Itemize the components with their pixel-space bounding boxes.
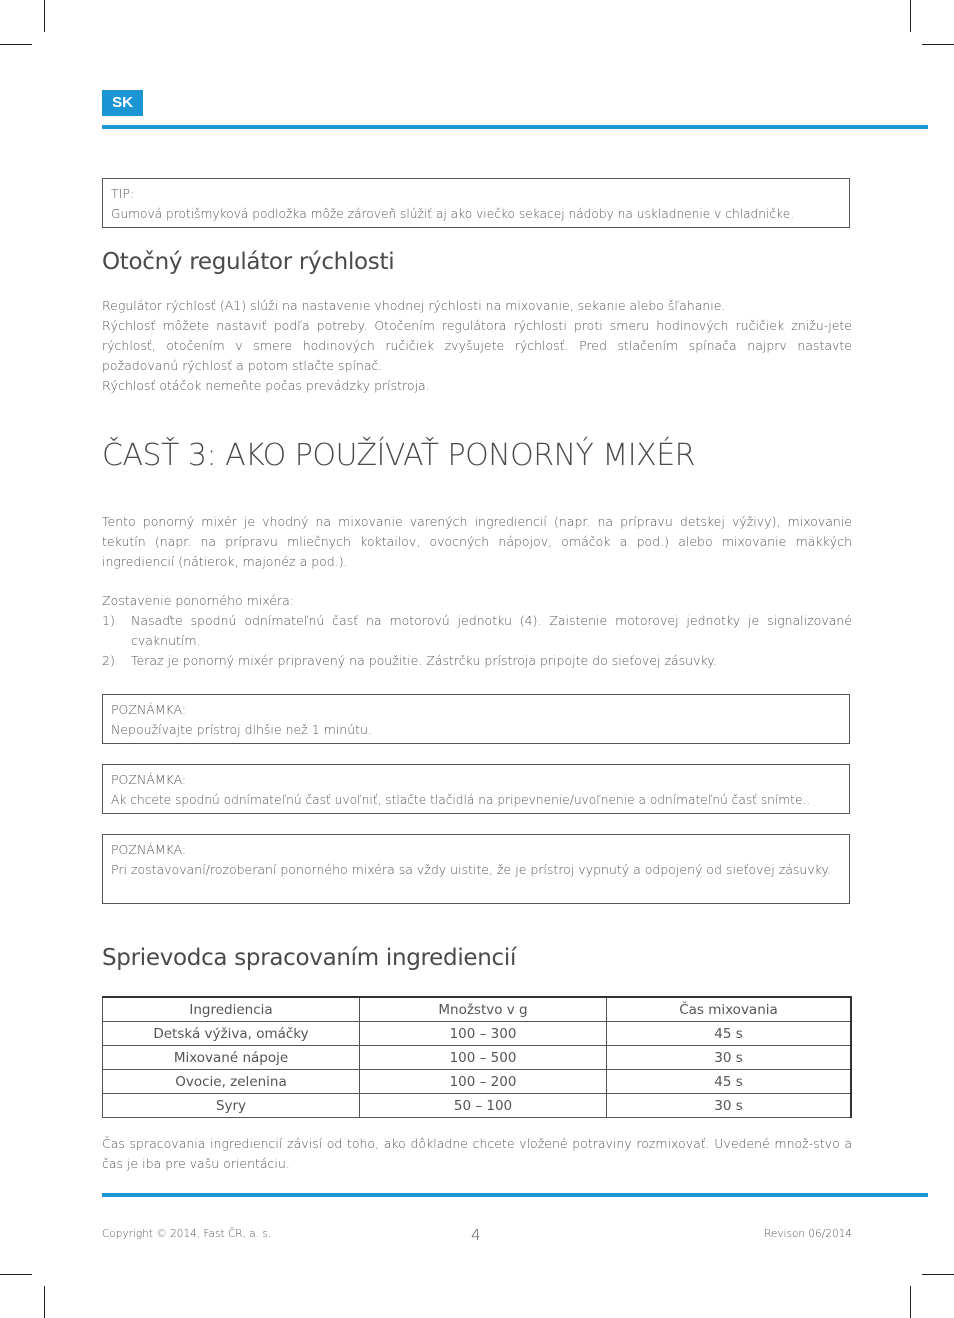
paragraph: Rýchlosť môžete nastaviť podľa potreby. Otočením regulátora rýchlosti proti smeru hodinových ručičiek znižu-jete rýchlosť, otočením v smere hodinových ručičiek zvyšujete rýchlosť. Pred stlačením spínača najprv nastavte požadovanú rýchlosť a potom stlačte spínač. — [102, 318, 852, 373]
table-cell: 30 s — [607, 1046, 852, 1070]
note-label: POZNÁMKA: — [111, 702, 187, 717]
table-cell: Syry — [103, 1094, 360, 1118]
revision-text: Revison 06/2014 — [764, 1228, 852, 1240]
tip-box — [102, 178, 850, 228]
crop-mark — [44, 0, 45, 32]
table-cell: 45 s — [607, 1070, 852, 1094]
paragraph: Rýchlosť otáčok nemeňte počas prevádzky prístroja. — [102, 378, 430, 393]
note-text: Ak chcete spodnú odnímateľnú časť uvoľniť, stlačte tlačidlá na pripevnenie/uvoľnenie a odnímateľnú časť snímte.. — [111, 793, 811, 807]
step-text: Nasaďte spodnú odnímateľnú časť na motorovú jednotku (4). Zaistenie motorovej jednotky je signalizované cvaknutím. — [131, 613, 852, 648]
tip-label: TIP: — [111, 186, 135, 201]
speed-heading: Otočný regulátor rýchlosti — [102, 249, 395, 275]
step-number: 1) — [102, 613, 115, 628]
step-text: Teraz je ponorný mixér pripravený na použitie. Zástrčku prístroja pripojte do sieťovej zásuvky. — [131, 653, 717, 668]
table-row — [103, 1094, 852, 1118]
part3-heading: ČASŤ 3: AKO POUŽÍVAŤ PONORNÝ MIXÉR — [102, 438, 695, 473]
note-text: Nepoužívajte prístroj dlhšie než 1 minútu. — [111, 722, 372, 737]
table-row — [103, 1070, 852, 1094]
copyright-text: Copyright © 2014, Fast ČR, a. s. — [102, 1228, 272, 1240]
language-badge: SK — [102, 90, 143, 116]
note-label: POZNÁMKA: — [111, 772, 187, 787]
table-row — [103, 1022, 852, 1046]
note-box — [102, 764, 850, 814]
guide-heading: Sprievodca spracovaním ingrediencií — [102, 945, 517, 971]
guide-footnote: Čas spracovania ingrediencií závisí od toho, ako dôkladne chcete vložené potraviny rozmixovať. Uvedené množ-stvo a čas je iba pre vašu orientáciu. — [102, 1136, 852, 1171]
list-item — [102, 651, 852, 671]
note-box — [102, 834, 850, 904]
tip-text: Gumová protišmyková podložka môže zároveň slúžiť aj ako viečko sekacej nádoby na uskladnenie v chladničke. — [111, 207, 795, 221]
assembly-title: Zostavenie ponorného mixéra: — [102, 593, 295, 608]
crop-mark — [922, 44, 954, 45]
ingredient-table — [102, 996, 852, 1118]
column-header: Množstvo v g — [360, 997, 607, 1022]
table-cell: Ovocie, zelenina — [103, 1070, 360, 1094]
table-cell: 100 – 300 — [360, 1022, 607, 1046]
crop-mark — [0, 1274, 32, 1275]
note-box — [102, 694, 850, 744]
crop-mark — [44, 1286, 45, 1318]
table-row — [103, 1046, 852, 1070]
note-text: Pri zostavovaní/rozoberaní ponorného mixéra sa vždy uistite, že je prístroj vypnutý a odpojený od sieťovej zásuvky. — [111, 862, 832, 877]
table-header-row — [103, 997, 852, 1022]
table-cell: 50 – 100 — [360, 1094, 607, 1118]
footer-rule — [102, 1193, 928, 1197]
table-cell: Detská výživa, omáčky — [103, 1022, 360, 1046]
crop-mark — [0, 44, 32, 45]
page-number: 4 — [471, 1226, 481, 1244]
crop-mark — [910, 1286, 911, 1318]
table-cell: 100 – 200 — [360, 1070, 607, 1094]
header-rule — [102, 125, 928, 129]
note-label: POZNÁMKA: — [111, 842, 187, 857]
step-number: 2) — [102, 653, 115, 668]
column-header: Ingrediencia — [103, 997, 360, 1022]
column-header: Čas mixovania — [607, 997, 852, 1022]
crop-mark — [922, 1274, 954, 1275]
table-cell: 45 s — [607, 1022, 852, 1046]
table-cell: 30 s — [607, 1094, 852, 1118]
part3-intro: Tento ponorný mixér je vhodný na mixovanie varených ingrediencií (napr. na prípravu detskej výživy), mixovanie tekutín (napr. na prípravu mliečnych koktailov, ovocných nápojov, omáčok a pod.) alebo mixovanie mäkkých ingrediencií (nátierok, majonéz a pod.). — [102, 514, 852, 569]
paragraph: Regulátor rýchlosť (A1) slúži na nastavenie vhodnej rýchlosti na mixovanie, sekanie alebo šľahanie. — [102, 298, 726, 313]
table-cell: Mixované nápoje — [103, 1046, 360, 1070]
list-item — [102, 611, 852, 651]
speed-section — [102, 296, 852, 396]
crop-mark — [910, 0, 911, 32]
assembly-steps — [102, 611, 852, 671]
table-cell: 100 – 500 — [360, 1046, 607, 1070]
